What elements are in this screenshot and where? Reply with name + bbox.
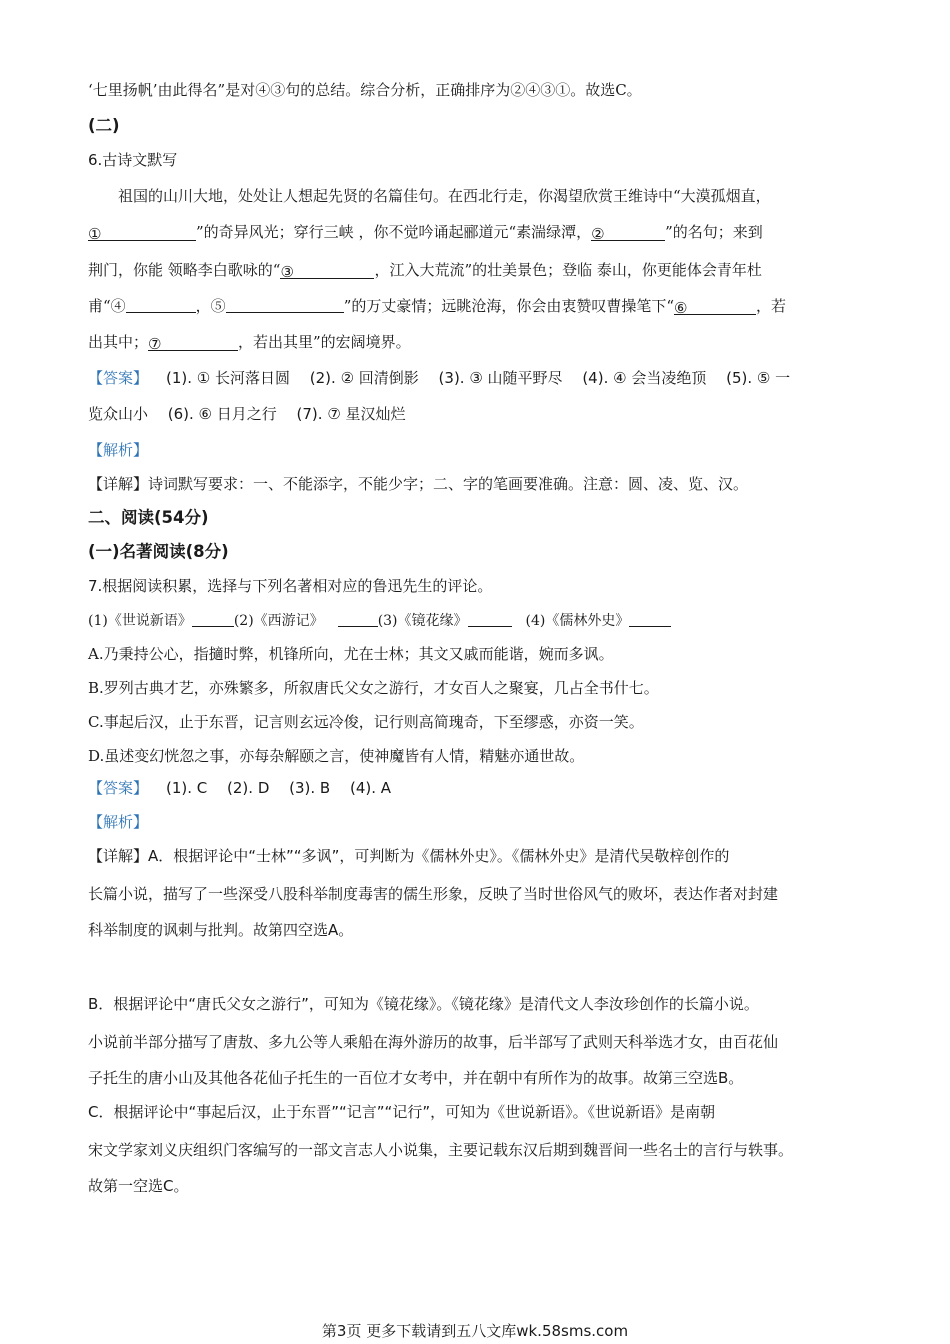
q7-detail-c-line3: 故第一空选C。 [88,1177,189,1195]
q6-text: 荆门，你能 领略李白歌咏的“ [88,261,281,279]
q7-blank-4[interactable] [629,610,671,627]
blank-5[interactable] [226,296,344,313]
q7-detail-b-line1: B．根据评论中“唐氏父女之游行”，可知为《镜花缘》。《镜花缘》是清代文人李汝珍创作的长篇小说。 [88,995,759,1013]
q7-item: (2)《西游记》 [233,613,324,629]
q7-detail-b-line3: 子托生的唐小山及其他各花仙子托生的一百位才女考中，并在朝中有所作为的故事。故第三空选B。 [88,1069,744,1087]
answer-text: (1). C (2). D (3). B (4). A [166,779,392,797]
q7-answer [88,778,391,798]
q6-para-line4 [88,296,786,316]
q6-text: ”的名句；来到 [665,223,763,241]
blank-3[interactable]: ③ [280,262,374,279]
q6-text: ，若出其里”的宏阔境界。 [238,333,411,351]
q7-item: (1)《世说新语》 [88,613,192,629]
q7-detail-a-line2: 长篇小说，描写了一些深受八股科举制度毒害的儒生形象，反映了当时世俗风气的败坏，表达作者对封建 [88,885,779,903]
q6-text: ，江入大荒流”的壮美景色；登临 泰山，你更能体会青年杜 [374,261,762,279]
q6-answer-line1 [88,368,790,388]
q6-para-line1: 祖国的山川大地，处处让人想起先贤的名篇佳句。在西北行走，你渴望欣赏王维诗中“大漠孤烟直， [118,187,771,205]
q7-title: 7.根据阅读积累，选择与下列名著相对应的鲁迅先生的评论。 [88,577,493,595]
page-footer[interactable]: 第3页 更多下载请到五八文库wk.58sms.com [321,1322,629,1340]
q7-analysis-tag: 【解析】 [88,813,149,831]
q6-analysis-tag: 【解析】 [88,441,149,459]
q6-title: 6.古诗文默写 [88,151,178,169]
q7-option-c: C.事起后汉，止于东晋，记言则玄远冷俊，记行则高简瑰奇，下至缪惑，亦资一笑。 [88,713,644,731]
q6-text: ”的奇异风光；穿行三峡 ，你不觉吟诵起郦道元“素湍绿潭， [196,223,592,241]
q6-text: ，若 [756,297,787,315]
q7-detail-a-line1: 【详解】A．根据评论中“士林”“多讽”，可判断为《儒林外史》。《儒林外史》是清代吴敬梓创作的 [88,847,730,865]
q7-detail-a-line3: 科举制度的讽刺与批判。故第四空选A。 [88,921,354,939]
q7-detail-c-line2: 宋文学家刘义庆组织门客编写的一部文言志人小说集，主要记载东汉后期到魏晋间一些名士的言行与轶事。 [88,1141,794,1159]
q7-option-a: A.乃秉持公心，指擿时弊，机锋所向，尤在士林；其文又戚而能谐，婉而多讽。 [88,645,614,663]
q6-para-line5 [88,332,411,352]
answer-tag: 【答案】 [88,369,149,387]
part-two-title: 二、阅读(54分) [88,508,209,527]
q6-text: 甫“④ [88,297,126,315]
blank-7[interactable]: ⑦ [148,334,238,351]
q7-item: (3)《镜花缘》 [377,613,468,629]
q7-detail-c-line1: C．根据评论中“事起后汉，止于东晋”“记言”“记行”，可知为《世说新语》。《世说新语》是南朝 [88,1103,716,1121]
part-two-subtitle: (一)名著阅读(8分) [88,542,229,561]
q6-text: 出其中； [88,333,149,351]
q7-items [88,610,671,631]
q6-detail: 【详解】诗词默写要求：一、不能添字，不能少字；二、字的笔画要准确。注意：圆、凌、览、汉。 [88,475,749,493]
q6-answer-line2: 览众山小 (6). ⑥ 日月之行 (7). ⑦ 星汉灿烂 [88,405,406,423]
q7-option-b: B.罗列古典才艺，亦殊繁多，所叙唐氏父女之游行，才女百人之聚宴，几占全书什七。 [88,679,659,697]
q7-option-d: D.虽述变幻恍忽之事，亦每杂解颐之言，使神魔皆有人情，精魅亦通世故。 [88,747,585,765]
q7-item: (4)《儒林外史》 [525,613,630,629]
section-two-heading: (二) [88,116,120,135]
q6-para-line2 [88,222,763,242]
q7-detail-b-line2: 小说前半部分描写了唐敖、多九公等人乘船在海外游历的故事，后半部写了武则天科举选才女，由百花仙 [88,1033,779,1051]
answer-tag: 【答案】 [88,779,149,797]
answer-text: (1). ① 长河落日圆 (2). ② 回清倒影 (3). ③ 山随平野尽 (4). ④ 会当凌绝顶 (5). ⑤ 一 [166,369,791,387]
q6-text: ”的万丈豪情；远眺沧海，你会由衷赞叹曹操笔下“ [343,297,675,315]
q7-blank-3[interactable] [468,610,512,627]
blank-6[interactable]: ⑥ [674,298,756,315]
q6-para-line3 [88,260,762,280]
blank-1[interactable]: ① [88,224,196,241]
q6-text: ，⑤ [195,297,226,315]
intro-line: ‘七里扬帆’由此得名”是对④③句的总结。综合分析，正确排序为②④③①。故选C。 [88,81,642,99]
blank-4[interactable] [126,296,196,313]
q7-blank-2[interactable] [338,610,378,627]
blank-2[interactable]: ② [591,224,665,241]
q7-blank-1[interactable] [192,610,234,627]
